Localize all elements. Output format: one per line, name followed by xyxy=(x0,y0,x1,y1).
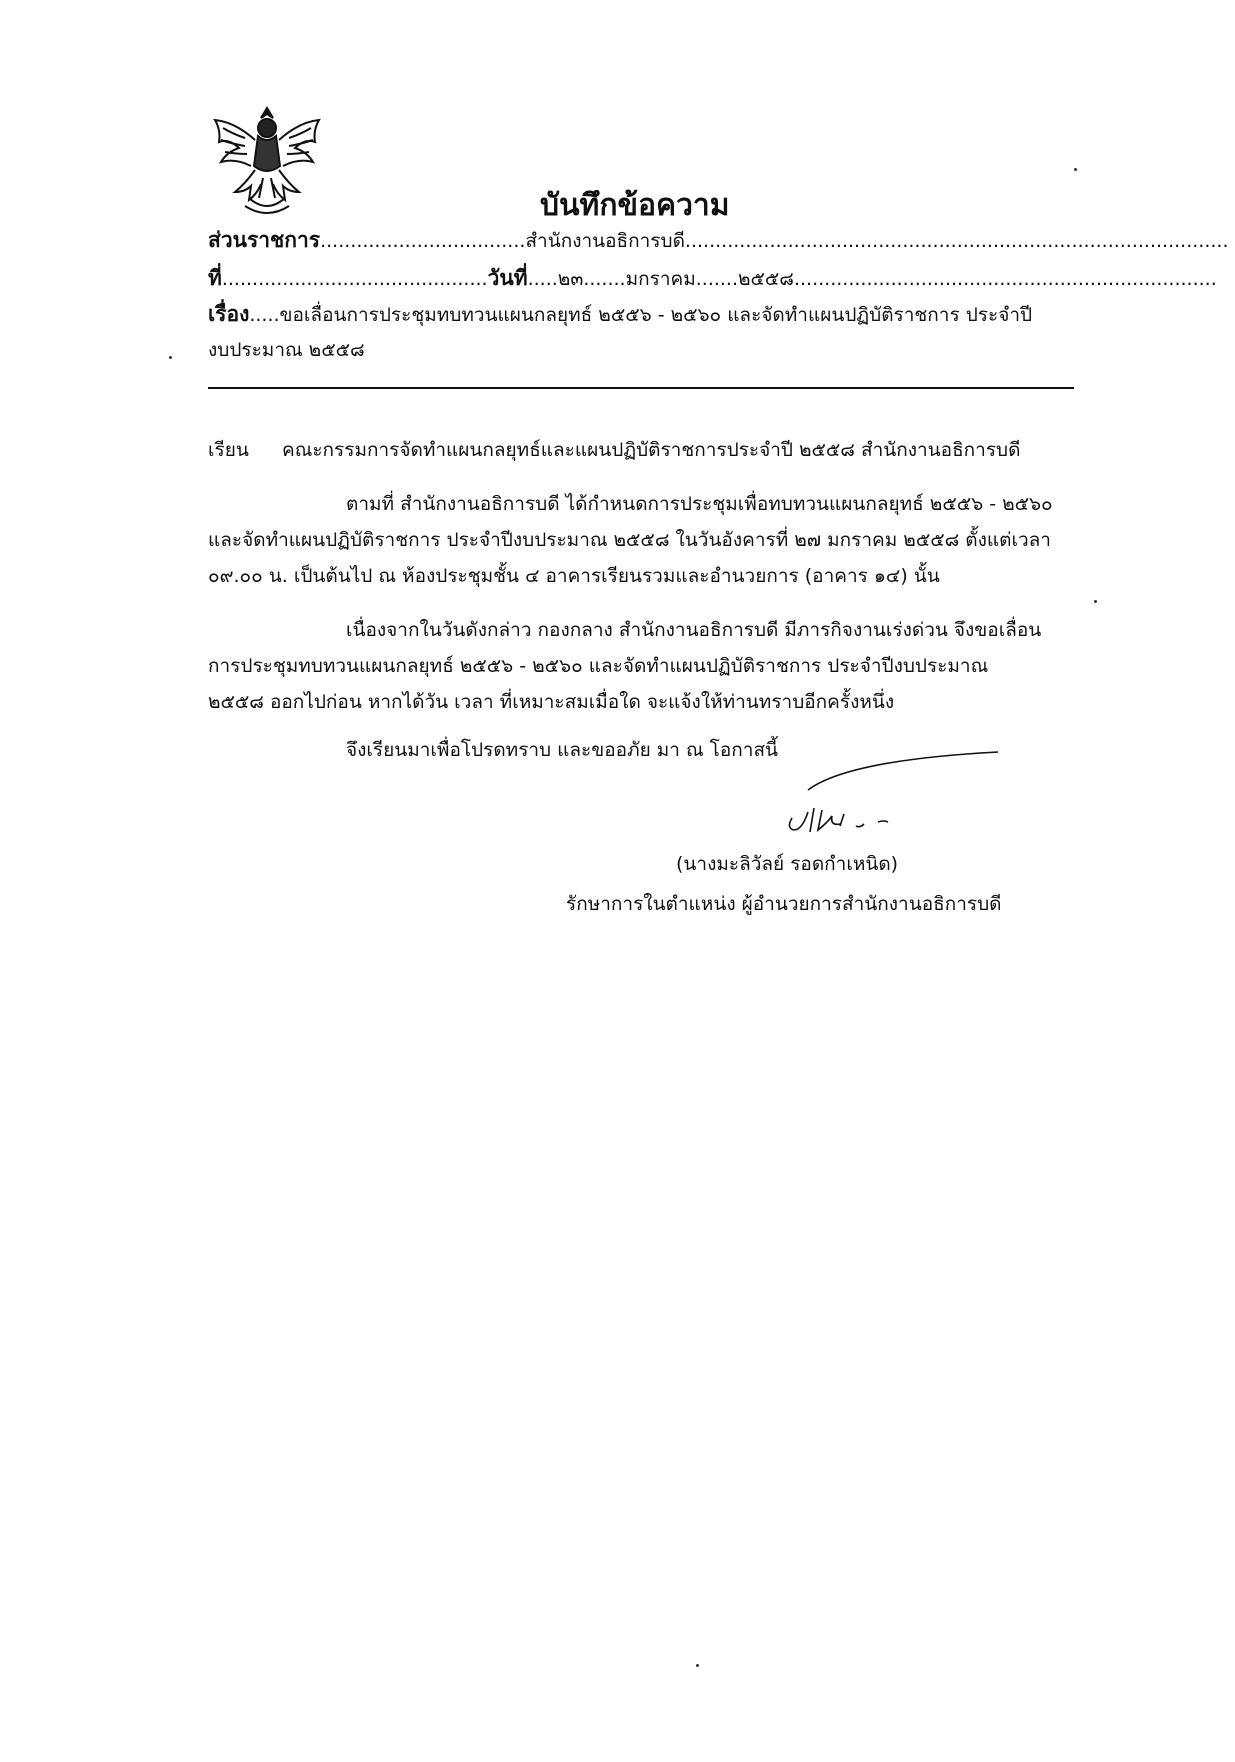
subject-line: เรื่อง.....ขอเลื่อนการประชุมทบทวนแผนกลยุทธ์ ๒๕๕๖ - ๒๕๖๐ และจัดทำแผนปฏิบัติราชการ ประจำปี xyxy=(208,302,1033,326)
paragraph-2-line-2: การประชุมทบทวนแผนกลยุทธ์ ๒๕๕๖ - ๒๕๖๐ และจัดทำแผนปฏิบัติราชการ ประจำปีงบประมาณ xyxy=(208,655,989,677)
scan-speck xyxy=(1094,600,1097,603)
signatory-name: (นางมะลิวัลย์ รอดกำเหนิด) xyxy=(676,853,899,875)
date-label: วันที่ xyxy=(487,266,528,290)
date-day: ๒๓ xyxy=(557,268,584,290)
ref-date-line: ที่............................................วันที่.....๒๓.......มกราคม.......๒๕๕๘...................................................................... xyxy=(208,266,1217,290)
scan-speck xyxy=(696,1664,699,1667)
salutation-recipient: คณะกรรมการจัดทำแผนกลยุทธ์และแผนปฏิบัติราชการประจำปี ๒๕๕๘ สำนักงานอธิการบดี xyxy=(282,439,1021,461)
paragraph-1-line-3: ๐๙.๐๐ น. เป็นต้นไป ณ ห้องประชุมชั้น ๔ อาคารเรียนรวมและอำนวยการ (อาคาร ๑๔) นั้น xyxy=(208,565,940,587)
subject-label: เรื่อง xyxy=(208,302,250,326)
subject-text-1: ขอเลื่อนการประชุมทบทวนแผนกลยุทธ์ ๒๕๕๖ - ๒๕๖๐ และจัดทำแผนปฏิบัติราชการ ประจำปี xyxy=(279,304,1033,326)
agency-label: ส่วนราชการ xyxy=(208,228,321,252)
paragraph-1-line-2: และจัดทำแผนปฏิบัติราชการ ประจำปีงบประมาณ ๒๕๕๘ ในวันอังคารที่ ๒๗ มกราคม ๒๕๕๘ ตั้งแต่เวลา xyxy=(208,529,1051,551)
date-year: ๒๕๕๘ xyxy=(738,268,794,290)
salutation-label: เรียน xyxy=(208,439,249,461)
ref-label: ที่ xyxy=(208,266,222,290)
page-title: บันทึกข้อความ xyxy=(540,188,730,223)
subject-line-2: งบประมาณ ๒๕๕๘ xyxy=(208,339,365,361)
signature-icon xyxy=(760,750,1010,840)
paragraph-2-line-3: ๒๕๕๘ ออกไปก่อน หากได้วัน เวลา ที่เหมาะสมเมื่อใด จะแจ้งให้ท่านทราบอีกครั้งหนึ่ง xyxy=(208,691,895,713)
garuda-emblem-icon xyxy=(205,100,330,220)
scan-speck xyxy=(1074,168,1077,171)
paragraph-2-line-1: เนื่องจากในวันดังกล่าว กองกลาง สำนักงานอธิการบดี มีภารกิจงานเร่งด่วน จึงขอเลื่อน xyxy=(346,619,1042,641)
header-divider xyxy=(208,387,1074,389)
date-month: มกราคม xyxy=(625,268,696,290)
agency-value: สำนักงานอธิการบดี xyxy=(525,230,685,252)
signatory-position: รักษาการในตำแหน่ง ผู้อำนวยการสำนักงานอธิการบดี xyxy=(566,893,1002,915)
scan-speck xyxy=(169,356,172,359)
closing-line: จึงเรียนมาเพื่อโปรดทราบ และขออภัย มา ณ โอกาสนี้ xyxy=(346,739,779,761)
agency-line: ส่วนราชการ..................................สำนักงานอธิการบดี.......................................................................................... xyxy=(208,228,1229,252)
paragraph-1-line-1: ตามที่ สำนักงานอธิการบดี ได้กำหนดการประชุมเพื่อทบทวนแผนกลยุทธ์ ๒๕๕๖ - ๒๕๖๐ xyxy=(346,493,1053,515)
